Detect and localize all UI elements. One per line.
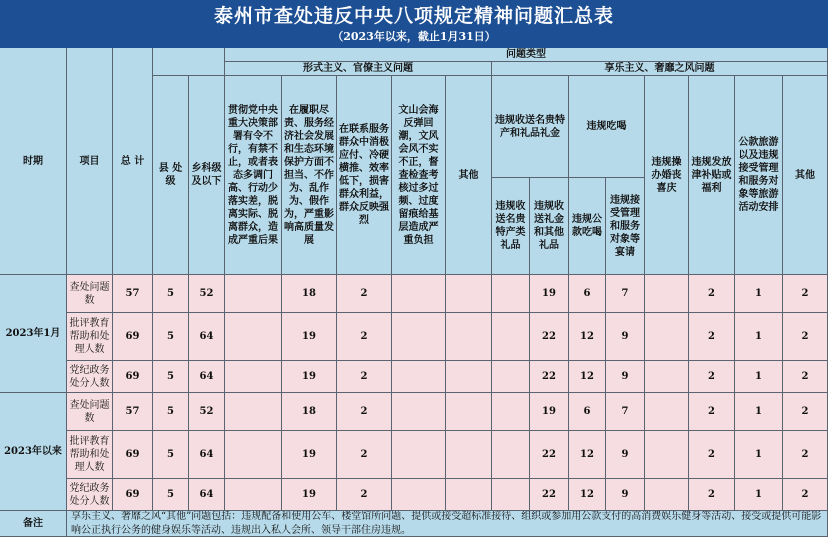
cell-total: 69 — [113, 479, 153, 511]
cell-w — [645, 361, 689, 393]
cell-ea: 12 — [569, 313, 606, 361]
cell-f5 — [446, 393, 492, 431]
cell-t: 1 — [735, 275, 783, 313]
cell-ea: 12 — [569, 431, 606, 479]
cell-t: 1 — [735, 479, 783, 511]
cell-o: 2 — [783, 393, 828, 431]
header-eat-a: 违规公款吃喝 — [569, 178, 606, 275]
cell-ga — [492, 431, 530, 479]
cell-f1 — [225, 431, 282, 479]
cell-f4 — [392, 431, 446, 479]
page-subtitle: （2023年以来，截止1月31日） — [332, 30, 496, 43]
cell-w — [645, 393, 689, 431]
title-bar — [0, 0, 828, 48]
header-gift: 违规收送名贵特产和礼品礼金 — [492, 76, 569, 178]
cell-ga — [492, 275, 530, 313]
cell-f3: 2 — [337, 393, 392, 431]
cell-f3: 2 — [337, 313, 392, 361]
cell-county: 5 — [153, 313, 189, 361]
remark-label: 备注 — [0, 511, 67, 537]
cell-eb: 9 — [606, 313, 645, 361]
cell-eb: 9 — [606, 479, 645, 511]
period-label: 2023年1月 — [0, 275, 67, 393]
cell-county: 5 — [153, 361, 189, 393]
cell-total: 57 — [113, 393, 153, 431]
cell-f5 — [446, 479, 492, 511]
cell-f1 — [225, 479, 282, 511]
cell-section: 64 — [189, 361, 225, 393]
header-section: 乡科级及以下 — [189, 76, 225, 275]
remark-text: 享乐主义、奢靡之风“其他”问题包括：违规配备和使用公车、楼堂馆所问题、提供或接受超标准接待、组织或参加用公款支付的高消费娱乐健身等活动、接受或提供可能影响公正执行公务的健身娱乐等活动、违规出入私人会所、领导干部住房违规。 — [67, 511, 828, 537]
cell-t: 1 — [735, 361, 783, 393]
header-wedding: 违规操办婚丧喜庆 — [645, 76, 689, 275]
cell-f4 — [392, 313, 446, 361]
cell-gb: 22 — [530, 313, 569, 361]
header-total: 总 计 — [113, 48, 153, 275]
row-label: 查处问题数 — [67, 275, 113, 313]
header-gift-b: 违规收送礼金和其他礼品 — [530, 178, 569, 275]
cell-ea: 12 — [569, 479, 606, 511]
header-other: 其他 — [783, 76, 828, 275]
cell-gb: 22 — [530, 361, 569, 393]
row-label: 党纪政务处分人数 — [67, 361, 113, 393]
cell-ga — [492, 313, 530, 361]
cell-total: 69 — [113, 431, 153, 479]
cell-gb: 22 — [530, 479, 569, 511]
cell-f2: 19 — [282, 431, 337, 479]
cell-f5 — [446, 313, 492, 361]
cell-ea: 12 — [569, 361, 606, 393]
cell-total: 57 — [113, 275, 153, 313]
cell-f2: 19 — [282, 361, 337, 393]
cell-o: 2 — [783, 431, 828, 479]
cell-gb: 19 — [530, 393, 569, 431]
header-hedonism: 享乐主义、奢靡之风问题 — [492, 62, 828, 76]
cell-f1 — [225, 275, 282, 313]
cell-t: 1 — [735, 313, 783, 361]
cell-w — [645, 313, 689, 361]
header-f5: 其他 — [446, 76, 492, 275]
header-f2: 在履职尽责、服务经济社会发展和生态环境保护方面不担当、不作为、乱作为、假作为，严重影响高质量发展 — [282, 76, 337, 275]
cell-w — [645, 479, 689, 511]
cell-s: 2 — [689, 479, 735, 511]
cell-f5 — [446, 431, 492, 479]
header-subsidy: 违规发放津补贴或福利 — [689, 76, 735, 275]
cell-o: 2 — [783, 313, 828, 361]
cell-eb: 7 — [606, 275, 645, 313]
page-title: 泰州市查处违反中央八项规定精神问题汇总表 — [213, 5, 614, 27]
cell-s: 2 — [689, 393, 735, 431]
cell-w — [645, 275, 689, 313]
cell-eb: 9 — [606, 431, 645, 479]
cell-o: 2 — [783, 479, 828, 511]
cell-s: 2 — [689, 361, 735, 393]
header-f3: 在联系服务群众中消极应付、冷硬横推、效率低下，损害群众利益，群众反映强烈 — [337, 76, 392, 275]
header-formalism: 形式主义、官僚主义问题 — [225, 62, 492, 76]
cell-f1 — [225, 313, 282, 361]
cell-eb: 9 — [606, 361, 645, 393]
cell-f4 — [392, 393, 446, 431]
cell-eb: 7 — [606, 393, 645, 431]
cell-f1 — [225, 393, 282, 431]
cell-f2: 19 — [282, 313, 337, 361]
cell-ea: 6 — [569, 275, 606, 313]
cell-f2: 18 — [282, 393, 337, 431]
header-f4: 文山会海反弹回潮，文风会风不实不正，督查检查考核过多过频、过度留痕给基层造成严重负担 — [392, 76, 446, 275]
header-period: 时期 — [0, 48, 67, 275]
cell-f5 — [446, 275, 492, 313]
header-eat: 违规吃喝 — [569, 76, 645, 178]
cell-f4 — [392, 479, 446, 511]
cell-s: 2 — [689, 313, 735, 361]
cell-f5 — [446, 361, 492, 393]
cell-gb: 22 — [530, 431, 569, 479]
header-problem-type: 问题类型 — [225, 48, 828, 62]
header-eat-b: 违规接受管理和服务对象等宴请 — [606, 178, 645, 275]
cell-f4 — [392, 275, 446, 313]
period-label: 2023年以来 — [0, 393, 67, 511]
cell-f3: 2 — [337, 479, 392, 511]
cell-o: 2 — [783, 361, 828, 393]
summary-table — [0, 48, 828, 537]
header-gift-a: 违规收送名贵特产类礼品 — [492, 178, 530, 275]
cell-ga — [492, 361, 530, 393]
cell-section: 64 — [189, 479, 225, 511]
cell-f1 — [225, 361, 282, 393]
cell-county: 5 — [153, 275, 189, 313]
cell-s: 2 — [689, 431, 735, 479]
cell-ea: 6 — [569, 393, 606, 431]
cell-ga — [492, 479, 530, 511]
header-f1: 贯彻党中央重大决策部署有令不行，有禁不止，或者表态多调门高、行动少落实差，脱离实际、脱离群众，造成严重后果 — [225, 76, 282, 275]
cell-o: 2 — [783, 275, 828, 313]
cell-f3: 2 — [337, 275, 392, 313]
cell-county: 5 — [153, 479, 189, 511]
cell-ga — [492, 393, 530, 431]
cell-section: 52 — [189, 275, 225, 313]
cell-total: 69 — [113, 361, 153, 393]
cell-f4 — [392, 361, 446, 393]
cell-gb: 19 — [530, 275, 569, 313]
cell-section: 52 — [189, 393, 225, 431]
row-label: 批评教育帮助和处理人数 — [67, 431, 113, 479]
cell-f2: 19 — [282, 479, 337, 511]
cell-f3: 2 — [337, 431, 392, 479]
cell-t: 1 — [735, 393, 783, 431]
row-label: 党纪政务处分人数 — [67, 479, 113, 511]
cell-f3: 2 — [337, 361, 392, 393]
row-label: 批评教育帮助和处理人数 — [67, 313, 113, 361]
header-county: 县 处 级 — [153, 76, 189, 275]
cell-county: 5 — [153, 393, 189, 431]
cell-w — [645, 431, 689, 479]
cell-county: 5 — [153, 431, 189, 479]
header-item: 项目 — [67, 48, 113, 275]
cell-section: 64 — [189, 431, 225, 479]
cell-s: 2 — [689, 275, 735, 313]
cell-f2: 18 — [282, 275, 337, 313]
row-label: 查处问题数 — [67, 393, 113, 431]
cell-t: 1 — [735, 431, 783, 479]
header-travel: 公款旅游以及违规接受管理和服务对象等旅游活动安排 — [735, 76, 783, 275]
cell-section: 64 — [189, 313, 225, 361]
cell-total: 69 — [113, 313, 153, 361]
header-blank-level — [153, 48, 225, 76]
